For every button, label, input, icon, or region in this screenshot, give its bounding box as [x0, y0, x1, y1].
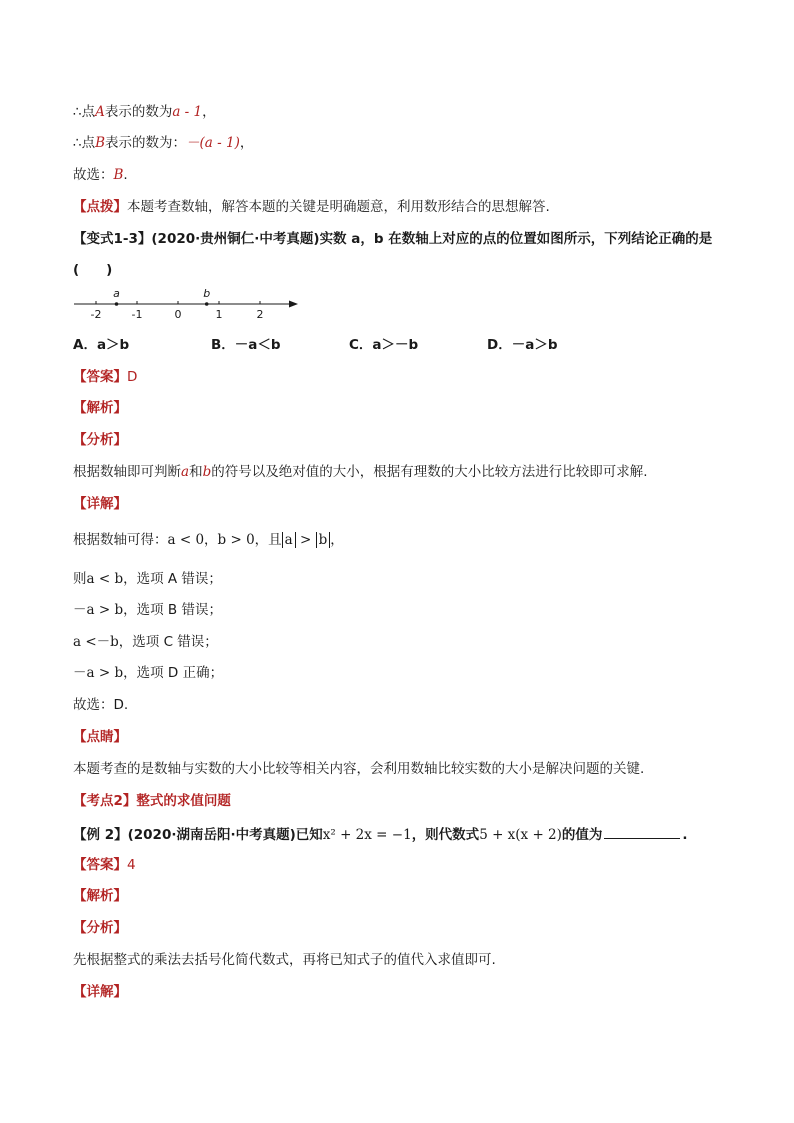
variant-tag: 【变式1-3】 — [73, 231, 152, 247]
solution-line-point-b: ∴点B表示的数为：－(a - 1)， — [73, 135, 254, 151]
detail-2-tag: 【详解】 — [73, 984, 127, 1000]
detail-choose: 故选：D. — [73, 697, 129, 713]
answer-2: 【答案】4 — [73, 857, 136, 873]
detail-step-2: 则a < b，选项 A 错误； — [73, 571, 222, 587]
variant-source: (2020·贵州铜仁·中考真题) — [151, 231, 320, 247]
point-b-dot — [205, 302, 209, 306]
detail-1-tag: 【详解】 — [73, 496, 127, 512]
variant-question — [73, 230, 734, 248]
axis-points — [113, 287, 210, 306]
fenxi-1-text: 根据数轴即可判断a和b的符号以及绝对值的大小，根据有理数的大小比较方法进行比较即可求解. — [73, 464, 648, 480]
point-2-heading: 【考点2】整式的求值问题 — [73, 793, 231, 809]
variant-text: 实数 a，b 在数轴上对应的点的位置如图所示，下列结论正确的是 — [319, 231, 713, 247]
detail-step-4: a <－b，选项 C 错误； — [73, 634, 218, 650]
variant-options — [73, 336, 734, 354]
analysis-2-tag: 【解析】 — [73, 888, 127, 904]
tip-dianbo: 【点拨】本题考查数轴，解答本题的关键是明确题意，利用数形结合的思想解答. — [73, 199, 550, 215]
detail-step-5: －a > b，选项 D 正确； — [73, 665, 224, 681]
fenxi-2-tag: 【分析】 — [73, 920, 127, 936]
axis-tick-label: 2 — [256, 308, 264, 321]
axis-tick-label: 0 — [174, 308, 182, 321]
abs-a: a — [282, 532, 296, 548]
fenxi-1-tag: 【分析】 — [73, 432, 127, 448]
axis-tick-label: -1 — [131, 308, 143, 321]
number-line-figure — [72, 284, 304, 322]
option-c: C．a＞－b — [349, 337, 419, 353]
fenxi-2-text: 先根据整式的乘法去括号化简代数式，再将已知式子的值代入求值即可. — [73, 952, 496, 968]
tip-dianjing-tag: 【点睛】 — [73, 729, 127, 745]
axis-tick-label: 1 — [215, 308, 223, 321]
axis-tick-label: -2 — [90, 308, 102, 321]
variant-paren: ( ) — [73, 262, 113, 278]
example-2-tag: 【例 2】 — [73, 827, 128, 843]
analysis-1-tag: 【解析】 — [73, 400, 127, 416]
solution-choose-b: 故选：B. — [73, 167, 128, 183]
tip-dianjing-text: 本题考查的是数轴与实数的大小比较等相关内容，会利用数轴比较实数的大小是解决问题的关键. — [73, 761, 645, 777]
detail-step-1: 根据数轴可得：a < 0，b > 0，且 a > b ， — [73, 532, 344, 548]
point-a-dot — [115, 302, 119, 306]
point-b-label: b — [203, 287, 211, 300]
axis-arrow-icon — [289, 301, 298, 308]
solution-line-point-a: ∴点A表示的数为a - 1， — [73, 104, 216, 120]
abs-b: b — [316, 532, 331, 548]
option-b: B．－a＜b — [211, 337, 281, 353]
example-2-question: 【例 2】(2020·湖南岳阳·中考真题)已知x² + 2x = −1，则代数式5 + x(x + 2)的值为 . — [73, 824, 734, 844]
detail-step-3: －a > b，选项 B 错误； — [73, 602, 222, 618]
point-a-label: a — [113, 287, 120, 300]
answer-1: 【答案】D — [73, 369, 138, 385]
tip-tag: 【点拨】 — [73, 199, 127, 215]
answer-blank — [604, 824, 680, 839]
option-a: A．a＞b — [73, 337, 130, 353]
option-d: D．－a＞b — [487, 337, 558, 353]
